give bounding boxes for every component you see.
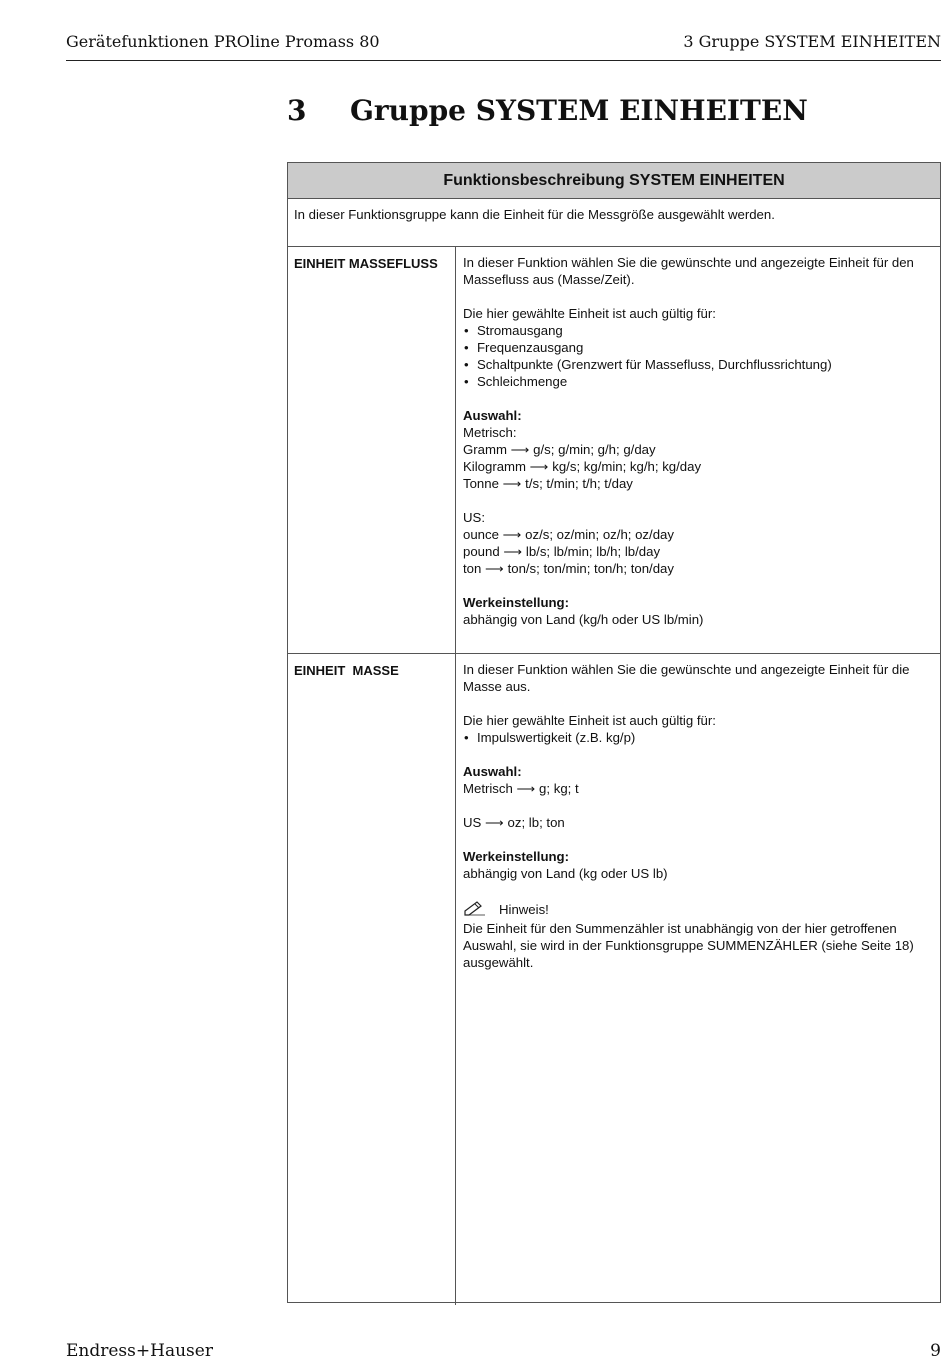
- table-row-einheit-massefluss: [288, 247, 940, 654]
- default-label: Werkeinstellung:: [463, 849, 570, 864]
- table-row-einheit-masse: [288, 654, 940, 1305]
- note-title: Hinweis!: [499, 902, 549, 917]
- default-label: Werkeinstellung:: [463, 595, 570, 610]
- brand-logo-text: Endress+Hauser: [66, 1341, 213, 1361]
- note-line: Auswahl, sie wird in der Funktionsgruppe SUMMENZÄHLER (siehe Seite 18): [463, 938, 914, 953]
- function-name: EINHEIT MASSEFLUSS: [288, 247, 456, 653]
- default-value: abhängig von Land (kg/h oder US lb/min): [463, 612, 704, 627]
- auswahl-label: Auswahl:: [463, 408, 522, 423]
- pencil-icon: [463, 899, 487, 920]
- note-line: Die Einheit für den Summenzähler ist unabhängig von der hier getroffenen: [463, 921, 897, 936]
- function-name: EINHEIT MASSE: [288, 654, 456, 1305]
- chapter-title: Gruppe SYSTEM EINHEITEN: [350, 94, 808, 127]
- list-item: • Schleichmenge: [463, 373, 934, 390]
- default-value: abhängig von Land (kg oder US lb): [463, 866, 668, 881]
- chapter-number: 3: [287, 94, 307, 127]
- desc-line: Masse aus.: [463, 679, 531, 694]
- valid-for-text: Die hier gewählte Einheit ist auch gültig für:: [463, 306, 716, 321]
- running-header-left: Gerätefunktionen PROline Promass 80: [66, 32, 380, 51]
- metric-option: Tonne ⟶ t/s; t/min; t/h; t/day: [463, 476, 633, 491]
- desc-line: Massefluss aus (Masse/Zeit).: [463, 272, 635, 287]
- metric-label: Metrisch:: [463, 425, 517, 440]
- us-option: pound ⟶ lb/s; lb/min; lb/h; lb/day: [463, 544, 661, 559]
- metric-option: Gramm ⟶ g/s; g/min; g/h; g/day: [463, 442, 656, 457]
- running-header-right: 3 Gruppe SYSTEM EINHEITEN: [683, 32, 941, 51]
- us-option: ton ⟶ ton/s; ton/min; ton/h; ton/day: [463, 561, 674, 576]
- list-item: • Impulswertigkeit (z.B. kg/p): [463, 729, 934, 746]
- function-description: [456, 247, 940, 653]
- list-item: • Schaltpunkte (Grenzwert für Massefluss, Durchflussrichtung): [463, 356, 934, 373]
- page-number: 9: [930, 1341, 941, 1361]
- note-line: ausgewählt.: [463, 955, 534, 970]
- valid-for-text: Die hier gewählte Einheit ist auch gültig für:: [463, 713, 716, 728]
- us-option: US ⟶ oz; lb; ton: [463, 815, 565, 830]
- metric-option: Metrisch ⟶ g; kg; t: [463, 781, 579, 796]
- us-option: ounce ⟶ oz/s; oz/min; oz/h; oz/day: [463, 527, 674, 542]
- table-intro: In dieser Funktionsgruppe kann die Einheit für die Messgröße ausgewählt werden.: [288, 199, 940, 247]
- list-item: • Frequenzausgang: [463, 339, 934, 356]
- header-rule: [66, 60, 941, 61]
- function-description: [456, 654, 940, 1305]
- table-heading: Funktionsbeschreibung SYSTEM EINHEITEN: [288, 163, 940, 199]
- metric-option: Kilogramm ⟶ kg/s; kg/min; kg/h; kg/day: [463, 459, 702, 474]
- auswahl-label: Auswahl:: [463, 764, 522, 779]
- list-item: • Stromausgang: [463, 322, 934, 339]
- note-block: [463, 899, 934, 971]
- desc-line: In dieser Funktion wählen Sie die gewünschte und angezeigte Einheit für den: [463, 255, 914, 270]
- us-label: US:: [463, 510, 485, 525]
- function-description-table: [287, 162, 941, 1303]
- desc-line: In dieser Funktion wählen Sie die gewünschte und angezeigte Einheit für die: [463, 662, 910, 677]
